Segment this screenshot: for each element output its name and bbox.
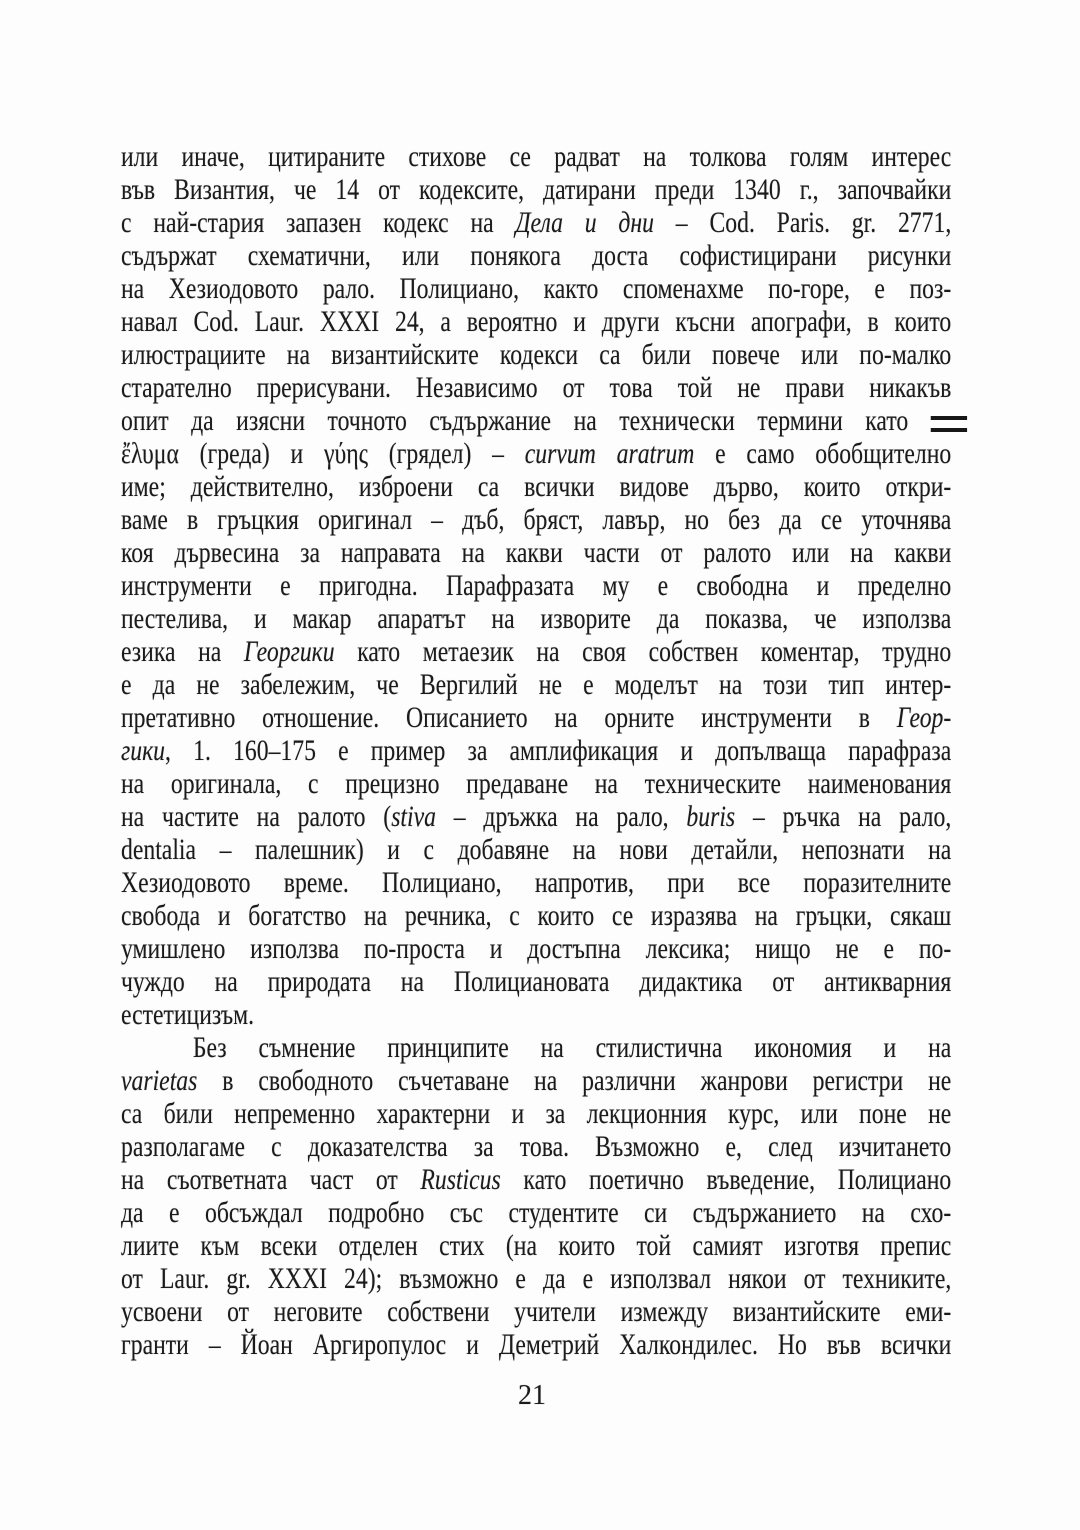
text-run: dentalia – палешник) и с добавяне на нови детайли, непознати на <box>121 833 952 866</box>
text-line <box>121 1196 951 1229</box>
italic-text-run: Георгики <box>243 635 335 668</box>
text-line <box>121 536 951 569</box>
text-run: ваме в гръцкия оригинал – дъб, бряст, лавър, но без да се уточнява <box>121 503 952 536</box>
text-block <box>121 140 951 1361</box>
text-line <box>121 1163 951 1196</box>
text-run: гранти – Йоан Аргиропулос и Деметрий Халкондилес. Но във всички <box>121 1328 952 1361</box>
text-line <box>121 437 951 470</box>
text-line <box>121 833 951 866</box>
text-run: умишлено използва по-проста и достъпна лексика; нищо не е по- <box>121 932 952 965</box>
text-run: са били непременно характерни и за лекционния курс, или поне не <box>121 1097 952 1130</box>
text-run: езика на <box>121 635 244 668</box>
italic-text-run: stiva <box>391 800 436 833</box>
italic-text-run: Дела и дни <box>515 206 654 239</box>
text-line <box>121 767 951 800</box>
text-line <box>121 173 951 206</box>
text-line <box>121 1229 951 1262</box>
italic-text-run: varietas <box>121 1064 198 1097</box>
text-run: старателно прерисувани. Независимо от това той не прави никакъв <box>121 371 952 404</box>
text-run: Хезиодовото време. Полициано, напротив, при все поразителните <box>121 866 952 899</box>
text-run: съдържат схематични, или понякога доста софистицирани рисунки <box>121 239 952 272</box>
text-line <box>121 734 951 767</box>
paragraph <box>121 1031 951 1361</box>
text-line <box>121 272 951 305</box>
text-line <box>121 602 951 635</box>
text-line <box>121 239 951 272</box>
text-run: или иначе, цитираните стихове се радват на толкова голям интерес <box>121 140 952 173</box>
text-run: Без съмнение принципите на стилистична икономия и на <box>192 1031 952 1064</box>
text-run: като метаезик на своя собствен коментар, трудно <box>334 635 952 668</box>
text-line <box>121 866 951 899</box>
text-run: навал Cod. Laur. XXXI 24, а вероятно и други късни апографи, в които <box>121 305 952 338</box>
text-run: опит да изясни точното съдържание на технически термини като <box>121 404 931 437</box>
text-line <box>121 965 951 998</box>
text-run: разполагаме с доказателства за това. Възможно е, след изчитането <box>121 1130 952 1163</box>
italic-text-run: curvum aratrum <box>524 437 695 470</box>
double-rule-mark <box>931 416 967 432</box>
text-line <box>121 1262 951 1295</box>
text-run: с най-стария запазен кодекс на <box>121 206 516 239</box>
text-line <box>121 635 951 668</box>
text-line <box>121 1064 951 1097</box>
text-run: във Византия, че 14 от кодексите, датирани преди 1340 г., започвайки <box>121 173 952 206</box>
text-run: е само обобщително <box>694 437 952 470</box>
text-run: свобода и богатство на речника, с които се изразява на гръцки, сякаш <box>121 899 952 932</box>
text-line <box>121 338 951 371</box>
text-line <box>121 1097 951 1130</box>
italic-text-run: buris <box>686 800 736 833</box>
text-line <box>121 140 951 173</box>
text-run: претативно отношение. Описанието на орните инструменти в <box>121 701 897 734</box>
text-run: – Cod. Paris. gr. 2771, <box>653 206 952 239</box>
italic-text-run: гики <box>121 734 166 767</box>
text-run: като поетично въведение, Полициано <box>500 1163 952 1196</box>
text-run: да е обсъждал подробно със студентите си съдържанието на схо- <box>121 1196 952 1229</box>
text-line <box>121 206 951 239</box>
text-run: пестелива, и макар апаратът на изворите да показва, че използва <box>121 602 952 635</box>
text-line <box>121 668 951 701</box>
text-line <box>121 1130 951 1163</box>
text-line <box>121 1031 951 1064</box>
text-run: име; действително, изброени са всички видове дърво, които откри- <box>121 470 952 503</box>
text-run: естетицизъм. <box>121 998 255 1031</box>
text-run: на Хезиодовото рало. Полициано, както споменахме по-горе, е поз- <box>121 272 952 305</box>
text-line <box>121 998 951 1031</box>
text-run: ἔλυμα (греда) и γύης (грядел) – <box>121 437 525 470</box>
text-line <box>121 1328 951 1361</box>
text-run: от Laur. gr. XXXI 24); възможно е да е използвал някои от техниките, <box>121 1262 952 1295</box>
text-run: на съответната част от <box>121 1163 421 1196</box>
italic-text-run: Rusticus <box>420 1163 501 1196</box>
text-line <box>121 899 951 932</box>
text-line <box>121 1295 951 1328</box>
text-run: – дръжка на рало, <box>435 800 687 833</box>
text-line <box>121 470 951 503</box>
text-run: на оригинала, с прецизно предаване на техническите наименования <box>121 767 952 800</box>
text-run: на частите на ралото ( <box>121 800 392 833</box>
text-run: – ръчка на рало, <box>735 800 952 833</box>
italic-text-run: Геор- <box>896 701 952 734</box>
page-number: 21 <box>518 1380 546 1411</box>
text-line <box>121 701 951 734</box>
text-run: усвоени от неговите собствени учители измежду византийските еми- <box>121 1295 952 1328</box>
text-run: инструменти е пригодна. Парафразата му е свободна и пределно <box>121 569 952 602</box>
text-line <box>121 404 951 437</box>
text-run: коя дървесина за направата на какви части от ралото или на какви <box>121 536 952 569</box>
text-run: , 1. 160–175 е пример за амплификация и допълваща парафраза <box>165 734 952 767</box>
text-line <box>121 305 951 338</box>
paragraph <box>121 140 951 1031</box>
text-line <box>121 569 951 602</box>
text-run: илюстрациите на византийските кодекси са били повече или по-малко <box>121 338 952 371</box>
text-line <box>121 371 951 404</box>
text-line <box>121 503 951 536</box>
text-run: в свободното съчетаване на различни жанрови регистри не <box>197 1064 952 1097</box>
text-line <box>121 932 951 965</box>
text-run: лиите към всеки отделен стих (на които той самият изготвя препис <box>121 1229 952 1262</box>
text-run: е да не забележим, че Вергилий не е моделът на този тип интер- <box>121 668 952 701</box>
text-line <box>121 800 951 833</box>
text-run: чуждо на природата на Полициановата дидактика от антикварния <box>121 965 952 998</box>
